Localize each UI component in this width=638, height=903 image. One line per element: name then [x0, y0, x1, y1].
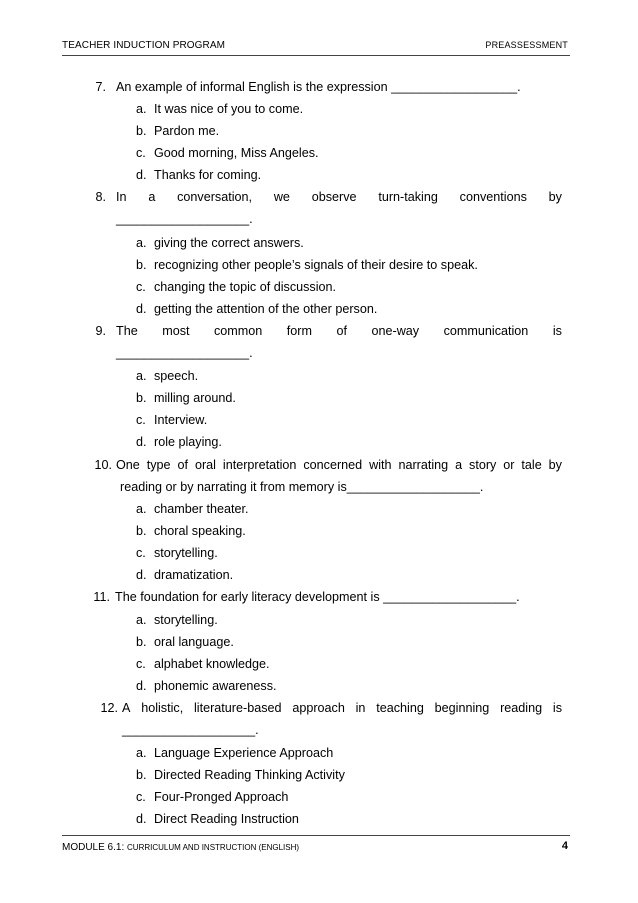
word: concerned [303, 458, 363, 472]
word: One [116, 458, 140, 472]
question-11-text: The foundation for early literacy development is ___________________. [115, 590, 520, 604]
word: in [355, 701, 366, 715]
question-11-number: 11. [93, 590, 110, 604]
option-letter: a. [136, 613, 147, 627]
word: narrating [398, 458, 449, 472]
word: conventions [459, 190, 527, 204]
question-11-option-d [136, 679, 277, 693]
word: is [552, 701, 562, 715]
word: observe [311, 190, 357, 204]
question-9-blank: ___________________. [116, 346, 253, 360]
option-letter: c. [136, 657, 146, 671]
question-10-option-b [136, 524, 246, 538]
option-text: Pardon me. [154, 124, 220, 138]
word: oral [194, 458, 216, 472]
word: of [177, 458, 189, 472]
option-letter: c. [136, 790, 146, 804]
question-12-line1 [122, 701, 562, 715]
option-letter: d. [136, 168, 147, 182]
option-text: Four-Pronged Approach [154, 790, 289, 804]
question-8-line1 [116, 190, 562, 204]
word: beginning [434, 701, 490, 715]
question-9-option-d [136, 435, 222, 449]
option-letter: b. [136, 124, 147, 138]
option-text: dramatization. [154, 568, 234, 582]
question-12-option-d [136, 812, 299, 826]
word: is [552, 324, 562, 338]
option-text: Interview. [154, 413, 208, 427]
option-letter: b. [136, 524, 147, 538]
option-letter: d. [136, 302, 147, 316]
question-12-option-c [136, 790, 288, 804]
question-9-option-a [136, 369, 198, 383]
question-10-option-c [136, 546, 218, 560]
option-text: chamber theater. [154, 502, 249, 516]
word: approach [292, 701, 345, 715]
question-11-option-b [136, 635, 234, 649]
question-8-number: 8. [95, 190, 106, 204]
option-letter: d. [136, 679, 147, 693]
option-text: speech. [154, 369, 199, 383]
option-text: Good morning, Miss Angeles. [154, 146, 319, 160]
question-7-number: 7. [95, 80, 106, 94]
option-text: changing the topic of discussion. [154, 280, 337, 294]
question-11-option-c [136, 657, 270, 671]
option-text: phonemic awareness. [154, 679, 277, 693]
question-10-line1 [116, 458, 562, 472]
word: a [148, 190, 156, 204]
question-8-option-b [136, 258, 478, 272]
word: conversation, [177, 190, 253, 204]
question-8-option-a [136, 236, 304, 250]
option-letter: b. [136, 258, 147, 272]
header-section: PREASSESSMENT [485, 40, 568, 50]
question-10-number: 10. [94, 458, 112, 472]
option-letter: a. [136, 102, 147, 116]
question-8-option-c [136, 280, 336, 294]
word: by [548, 458, 562, 472]
option-letter: d. [136, 812, 147, 826]
option-letter: d. [136, 435, 147, 449]
footer-module [62, 842, 299, 853]
option-letter: b. [136, 391, 147, 405]
option-letter: b. [136, 768, 147, 782]
question-10-option-d [136, 568, 233, 582]
footer-module-title: CURRICULUM AND INSTRUCTION (ENGLISH) [127, 843, 300, 852]
question-9-option-b [136, 391, 236, 405]
word: a [455, 458, 463, 472]
footer-module-number: MODULE 6.1: [62, 842, 125, 853]
option-letter: c. [136, 280, 146, 294]
question-12-option-a [136, 746, 333, 760]
word: form [286, 324, 312, 338]
question-9-line1 [116, 324, 562, 338]
word: turn-taking [378, 190, 438, 204]
question-7-option-d [136, 168, 261, 182]
option-letter: d. [136, 568, 147, 582]
word: A [122, 701, 131, 715]
word: by [548, 190, 562, 204]
question-12-blank: ___________________. [122, 723, 259, 737]
word: reading [500, 701, 543, 715]
footer-rule [62, 835, 570, 836]
word: type [146, 458, 171, 472]
option-text: giving the correct answers. [154, 236, 304, 250]
question-12-number: 12. [100, 701, 118, 715]
option-text: milling around. [154, 391, 236, 405]
option-text: storytelling. [154, 613, 218, 627]
word: we [273, 190, 290, 204]
option-letter: c. [136, 413, 146, 427]
word: tale [521, 458, 542, 472]
option-text: choral speaking. [154, 524, 246, 538]
word: holistic, [141, 701, 184, 715]
option-text: Directed Reading Thinking Activity [154, 768, 345, 782]
header-program: TEACHER INDUCTION PROGRAM [62, 40, 226, 51]
word: one-way [371, 324, 420, 338]
option-letter: b. [136, 635, 147, 649]
option-text: It was nice of you to come. [154, 102, 304, 116]
question-7-option-c [136, 146, 319, 160]
word: The [116, 324, 138, 338]
option-text: Thanks for coming. [154, 168, 262, 182]
question-10-line2: reading or by narrating it from memory is___________________. [120, 480, 484, 494]
question-9-option-c [136, 413, 207, 427]
word: interpretation [222, 458, 297, 472]
option-letter: c. [136, 146, 146, 160]
option-text: storytelling. [154, 546, 218, 560]
option-text: alphabet knowledge. [154, 657, 270, 671]
option-letter: a. [136, 369, 147, 383]
option-letter: c. [136, 546, 146, 560]
question-8-blank: ___________________. [116, 212, 253, 226]
question-7-option-a [136, 102, 303, 116]
question-10-option-a [136, 502, 249, 516]
word: In [116, 190, 127, 204]
question-9-number: 9. [95, 324, 106, 338]
question-11-option-a [136, 613, 218, 627]
page-number: 4 [561, 840, 568, 852]
word: story [469, 458, 497, 472]
question-8-option-d [136, 302, 377, 316]
option-letter: a. [136, 502, 147, 516]
question-7-text: An example of informal English is the expression __________________. [116, 80, 521, 94]
word: literature-based [194, 701, 282, 715]
header-rule [62, 55, 570, 56]
option-text: oral language. [154, 635, 234, 649]
word: of [336, 324, 347, 338]
option-letter: a. [136, 236, 147, 250]
option-text: getting the attention of the other person. [154, 302, 378, 316]
option-letter: a. [136, 746, 147, 760]
word: common [214, 324, 263, 338]
word: with [369, 458, 392, 472]
question-12-option-b [136, 768, 345, 782]
word: communication [443, 324, 529, 338]
word: or [503, 458, 515, 472]
option-text: Direct Reading Instruction [154, 812, 299, 826]
question-7-option-b [136, 124, 219, 138]
option-text: Language Experience Approach [154, 746, 334, 760]
option-text: role playing. [154, 435, 222, 449]
word: teaching [376, 701, 424, 715]
option-text: recognizing other people’s signals of their desire to speak. [154, 258, 478, 272]
word: most [162, 324, 190, 338]
